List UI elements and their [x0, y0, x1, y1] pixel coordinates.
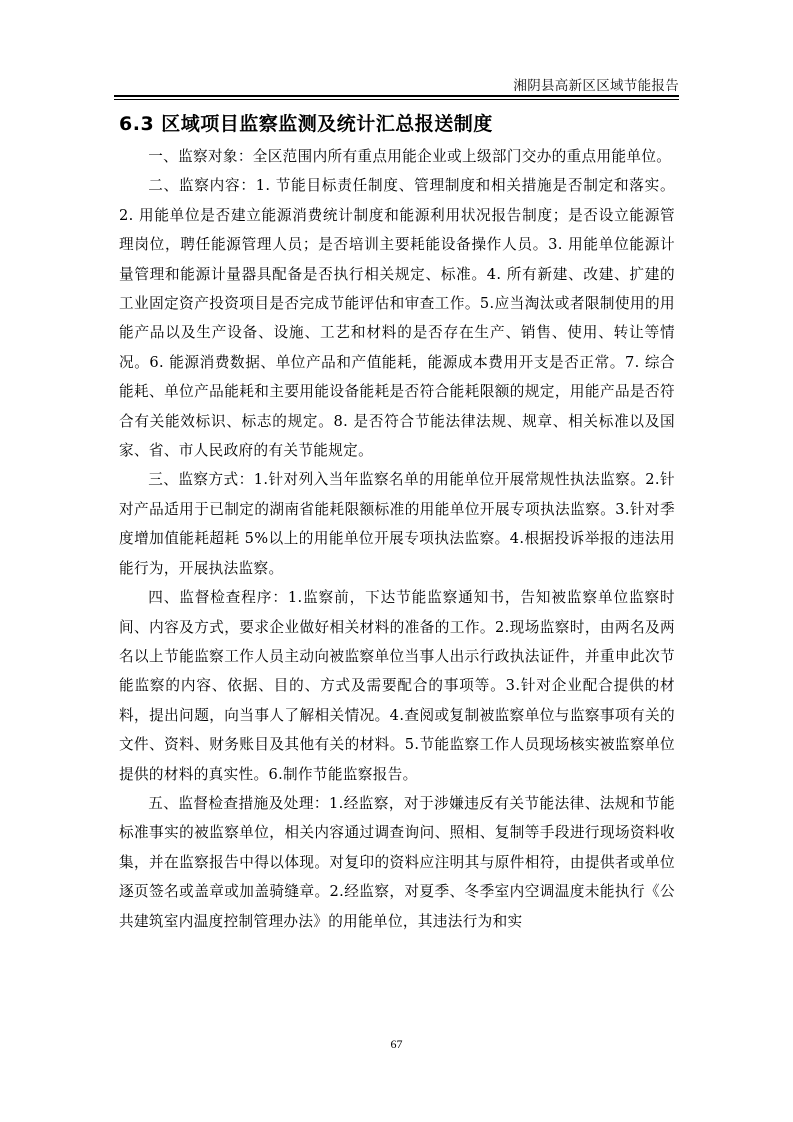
paragraph-supervision-methods: 三、监察方式：1.针对列入当年监察名单的用能单位开展常规性执法监察。2.针对产品适用于已制定的湖南省能耗限额标准的用能单位开展专项执法监察。3.针对季度增加值能耗超耗 5%以上的用能单位开展专项执法监察。4.根据投诉举报的违法用能行为，开展执法监察。	[119, 471, 675, 577]
section-title: 6.3 区域项目监察监测及统计汇总报送制度	[119, 113, 493, 135]
page-number: 67	[390, 1037, 403, 1051]
body-text	[119, 142, 675, 936]
header-rule-thin	[114, 99, 679, 100]
running-header: 湘阴县高新区区域节能报告	[513, 78, 679, 94]
paragraph-inspection-procedure: 四、监督检查程序：1.监察前，下达节能监察通知书，告知被监察单位监察时间、内容及方式，要求企业做好相关材料的准备的工作。2.现场监察时，由两名及两名以上节能监察工作人员主动向被监察单位当事人出示行政执法证件，并重申此次节能监察的内容、依据、目的、方式及需要配合的事项等。3.针对企业配合提供的材料，提出问题，向当事人了解相关情况。4.查阅或复制被监察单位与监察事项有关的文件、资料、财务账目及其他有关的材料。5.节能监察工作人员现场核实被监察单位提供的材料的真实性。6.制作节能监察报告。	[119, 589, 675, 783]
paragraph-inspection-measures: 五、监督检查措施及处理：1.经监察，对于涉嫌违反有关节能法律、法规和节能标准事实的被监察单位，相关内容通过调查询问、照相、复制等手段进行现场资料收集，并在监察报告中得以体现。对复印的资料应注明其与原件相符，由提供者或单位逐页签名或盖章或加盖骑缝章。2.经监察，对夏季、冬季室内空调温度未能执行《公共建筑室内温度控制管理办法》的用能单位，其违法行为和实	[119, 794, 675, 930]
header-rule	[114, 95, 679, 97]
paragraph-supervision-targets: 一、监察对象：全区范围内所有重点用能企业或上级部门交办的重点用能单位。	[148, 148, 672, 165]
paragraph-supervision-content: 二、监察内容：1. 节能目标责任制度、管理制度和相关措施是否制定和落实。2. 用能单位是否建立能源消费统计制度和能源利用状况报告制度；是否设立能源管理岗位，聘任能源管理人员；是否培训主要耗能设备操作人员。3. 用能单位能源计量管理和能源计量器具配备是否执行相关规定、标准。4. 所有新建、改建、扩建的工业固定资产投资项目是否完成节能评估和审查工作。5.应当淘汰或者限制使用的用能产品以及生产设备、设施、工艺和材料的是否存在生产、销售、使用、转让等情况。6. 能源消费数据、单位产品和产值能耗，能源成本费用开支是否正常。7. 综合能耗、单位产品能耗和主要用能设备能耗是否符合能耗限额的规定，用能产品是否符合有关能效标识、标志的规定。8. 是否符合节能法律法规、规章、相关标准以及国家、省、市人民政府的有关节能规定。	[119, 177, 675, 460]
